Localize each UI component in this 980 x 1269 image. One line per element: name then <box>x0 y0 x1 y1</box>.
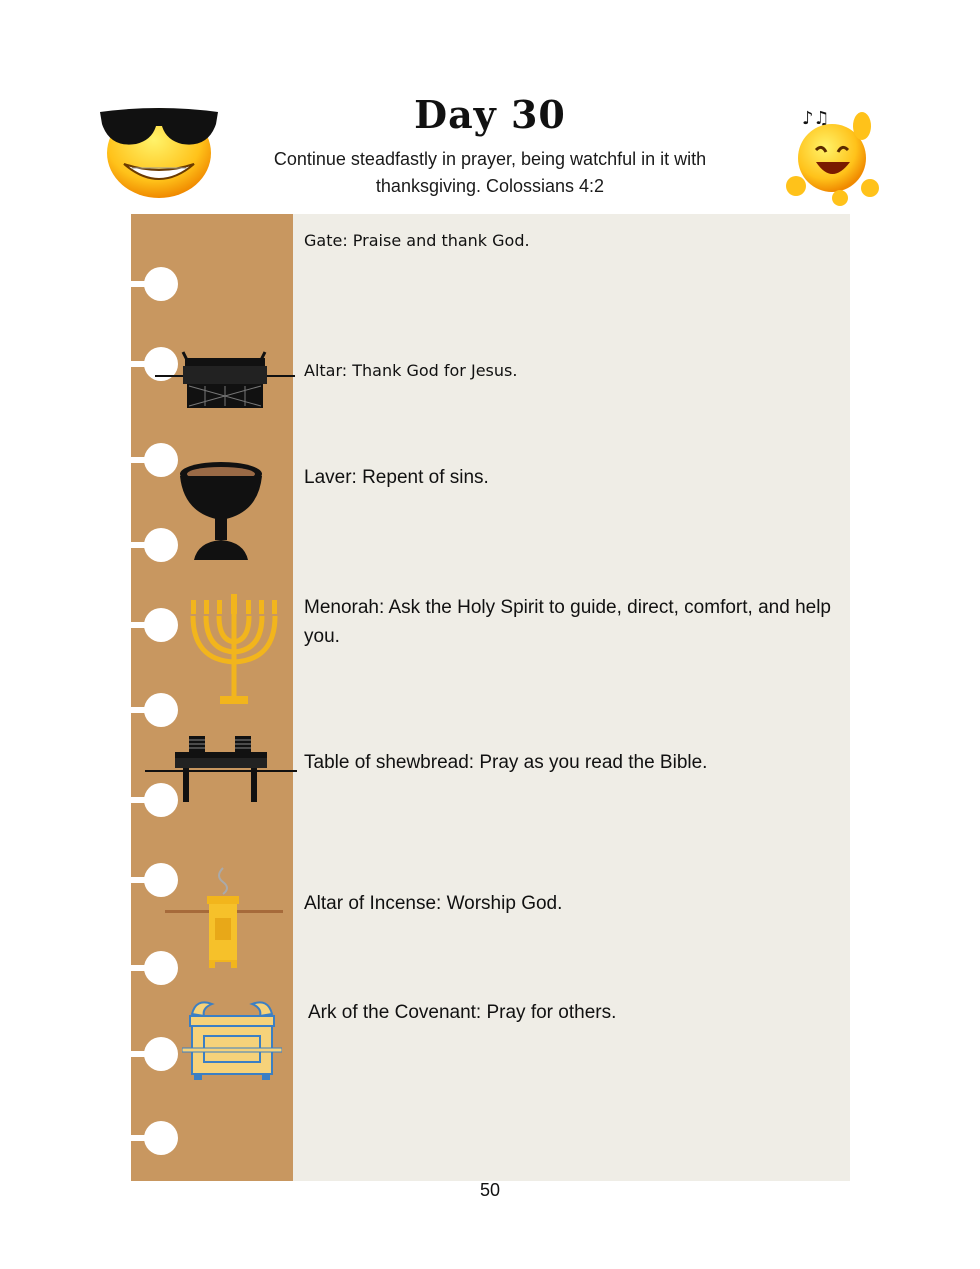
row-label-menorah: Menorah: Ask the Holy Spirit to guide, direct, comfort, and help you. <box>304 597 831 647</box>
binder-ring <box>131 525 183 565</box>
page-number: 50 <box>479 1180 501 1200</box>
incense-altar-icon <box>165 866 283 970</box>
binder-ring <box>131 264 183 304</box>
table-icon <box>145 732 297 804</box>
binder-ring <box>131 1034 183 1074</box>
binder-ring <box>131 605 183 645</box>
svg-text:♪♫: ♪♫ <box>802 108 830 129</box>
scripture-verse: Continue steadfastly in prayer, being watchful in it with thanksgiving. Colossians 4:2 <box>273 149 707 196</box>
row-label-gate: Gate: Praise and thank God. <box>304 231 530 250</box>
row-label-incense: Altar of Incense: Worship God. <box>304 893 563 914</box>
row-label-laver: Laver: Repent of sins. <box>304 467 489 488</box>
row-label-ark: Ark of the Covenant: Pray for others. <box>308 1002 617 1023</box>
altar-icon <box>155 348 295 410</box>
laver-icon <box>178 460 264 564</box>
laughing-emoji-icon <box>780 96 886 208</box>
binder-ring <box>131 1118 183 1158</box>
binder-ring <box>131 690 183 730</box>
menorah-icon <box>186 590 282 710</box>
row-label-altar: Altar: Thank God for Jesus. <box>304 361 518 380</box>
ark-icon <box>182 996 282 1082</box>
sunglasses-emoji-icon <box>96 98 222 198</box>
row-label-table: Table of shewbread: Pray as you read the Bible. <box>304 752 708 773</box>
binder-ring <box>131 440 183 480</box>
page-title: Day 30 <box>414 92 566 137</box>
